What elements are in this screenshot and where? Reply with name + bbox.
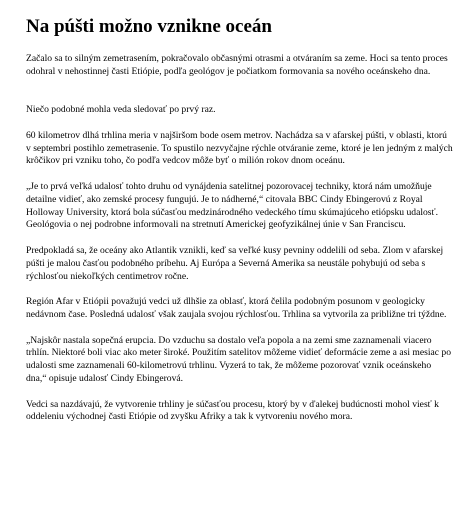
article-title: Na púšti možno vznikne oceán (26, 16, 272, 37)
article-paragraph-quote: „Najskôr nastala sopečná erupcia. Do vzduchu sa dostalo veľa popola a na zemi sme zaznamenali viacero trhlín. Niektoré boli viac ako meter široké. Použitím satelitov môžeme vidieť deformácie zeme a asi mesiac po udalosti sme zaznamenali 60-kilometrovú trhlinu. Vyzerá to tak, že môžeme pozorovať vznik oceánskeho dna,“ opisuje udalosť Cindy Ebingerová. (26, 334, 452, 384)
paragraph-gap (26, 91, 454, 104)
article-paragraph: Predpokladá sa, že oceány ako Atlantik vznikli, keď sa veľké kusy pevniny oddelili od seba. Zlom v afarskej púšti je malou časťou podobného príbehu. Aj Európa a Severná Amerika sa neustále pohybujú od seba s rýchlosťou niekoľkých centimetrov ročne. (26, 244, 444, 282)
article-paragraph: Vedci sa nazdávajú, že vytvorenie trhliny je súčasťou procesu, ktorý by v ďalekej budúcnosti mohol viesť k oddeleniu východnej časti Etiópie od zvyšku Afriky a tak k vytvoreniu nového mora. (26, 398, 439, 423)
article-paragraph: Niečo podobné mohla veda sledovať po prvý raz. (26, 104, 216, 116)
article-paragraph: Región Afar v Etiópii považujú vedci už dlhšie za oblasť, ktorá čelila podobným posunom v geologicky nedávnom čase. Posledná udalosť však zaujala svojou rýchlosťou. Trhlina sa vytvorila za približne tri týždne. (26, 296, 447, 320)
article-paragraph-lead: Začalo sa to silným zemetrasením, pokračovalo občasnými otrasmi a otváraním sa zeme. Hoci sa tento proces odohral v nehostinnej časti Etiópie, podľa geológov je počiatkom formovania sa nového oceánskeho dna. (26, 53, 448, 77)
article-paragraph-quote: „Je to prvá veľká udalosť tohto druhu od vynájdenia satelitnej pozorovacej techniky, ktorá nám umožňuje detailne vidieť, ako zemské procesy fungujú. Je to nádherné,“ citovala BBC Cindy Ebingerovú z Royal Holloway University, ktorá bola súčasťou medzinárodného vedeckého tímu skúmajúceho etiópsku udalosť. Geológovia o nej podrobne informovali na stretnutí Americkej geofyzikálnej únie v San Franciscu. (26, 180, 439, 231)
article-paragraph: 60 kilometrov dlhá trhlina meria v najširšom bode osem metrov. Nachádza sa v afarskej púšti, v oblasti, ktorú v septembri postihlo zemetrasenie. To spustilo nezvyčajne rýchle otváranie zeme, ktoré je len jedným z malých krôčikov pri vzniku toho, čo podľa vedcov môže byť o milión rokov dnom oceánu. (26, 129, 453, 167)
